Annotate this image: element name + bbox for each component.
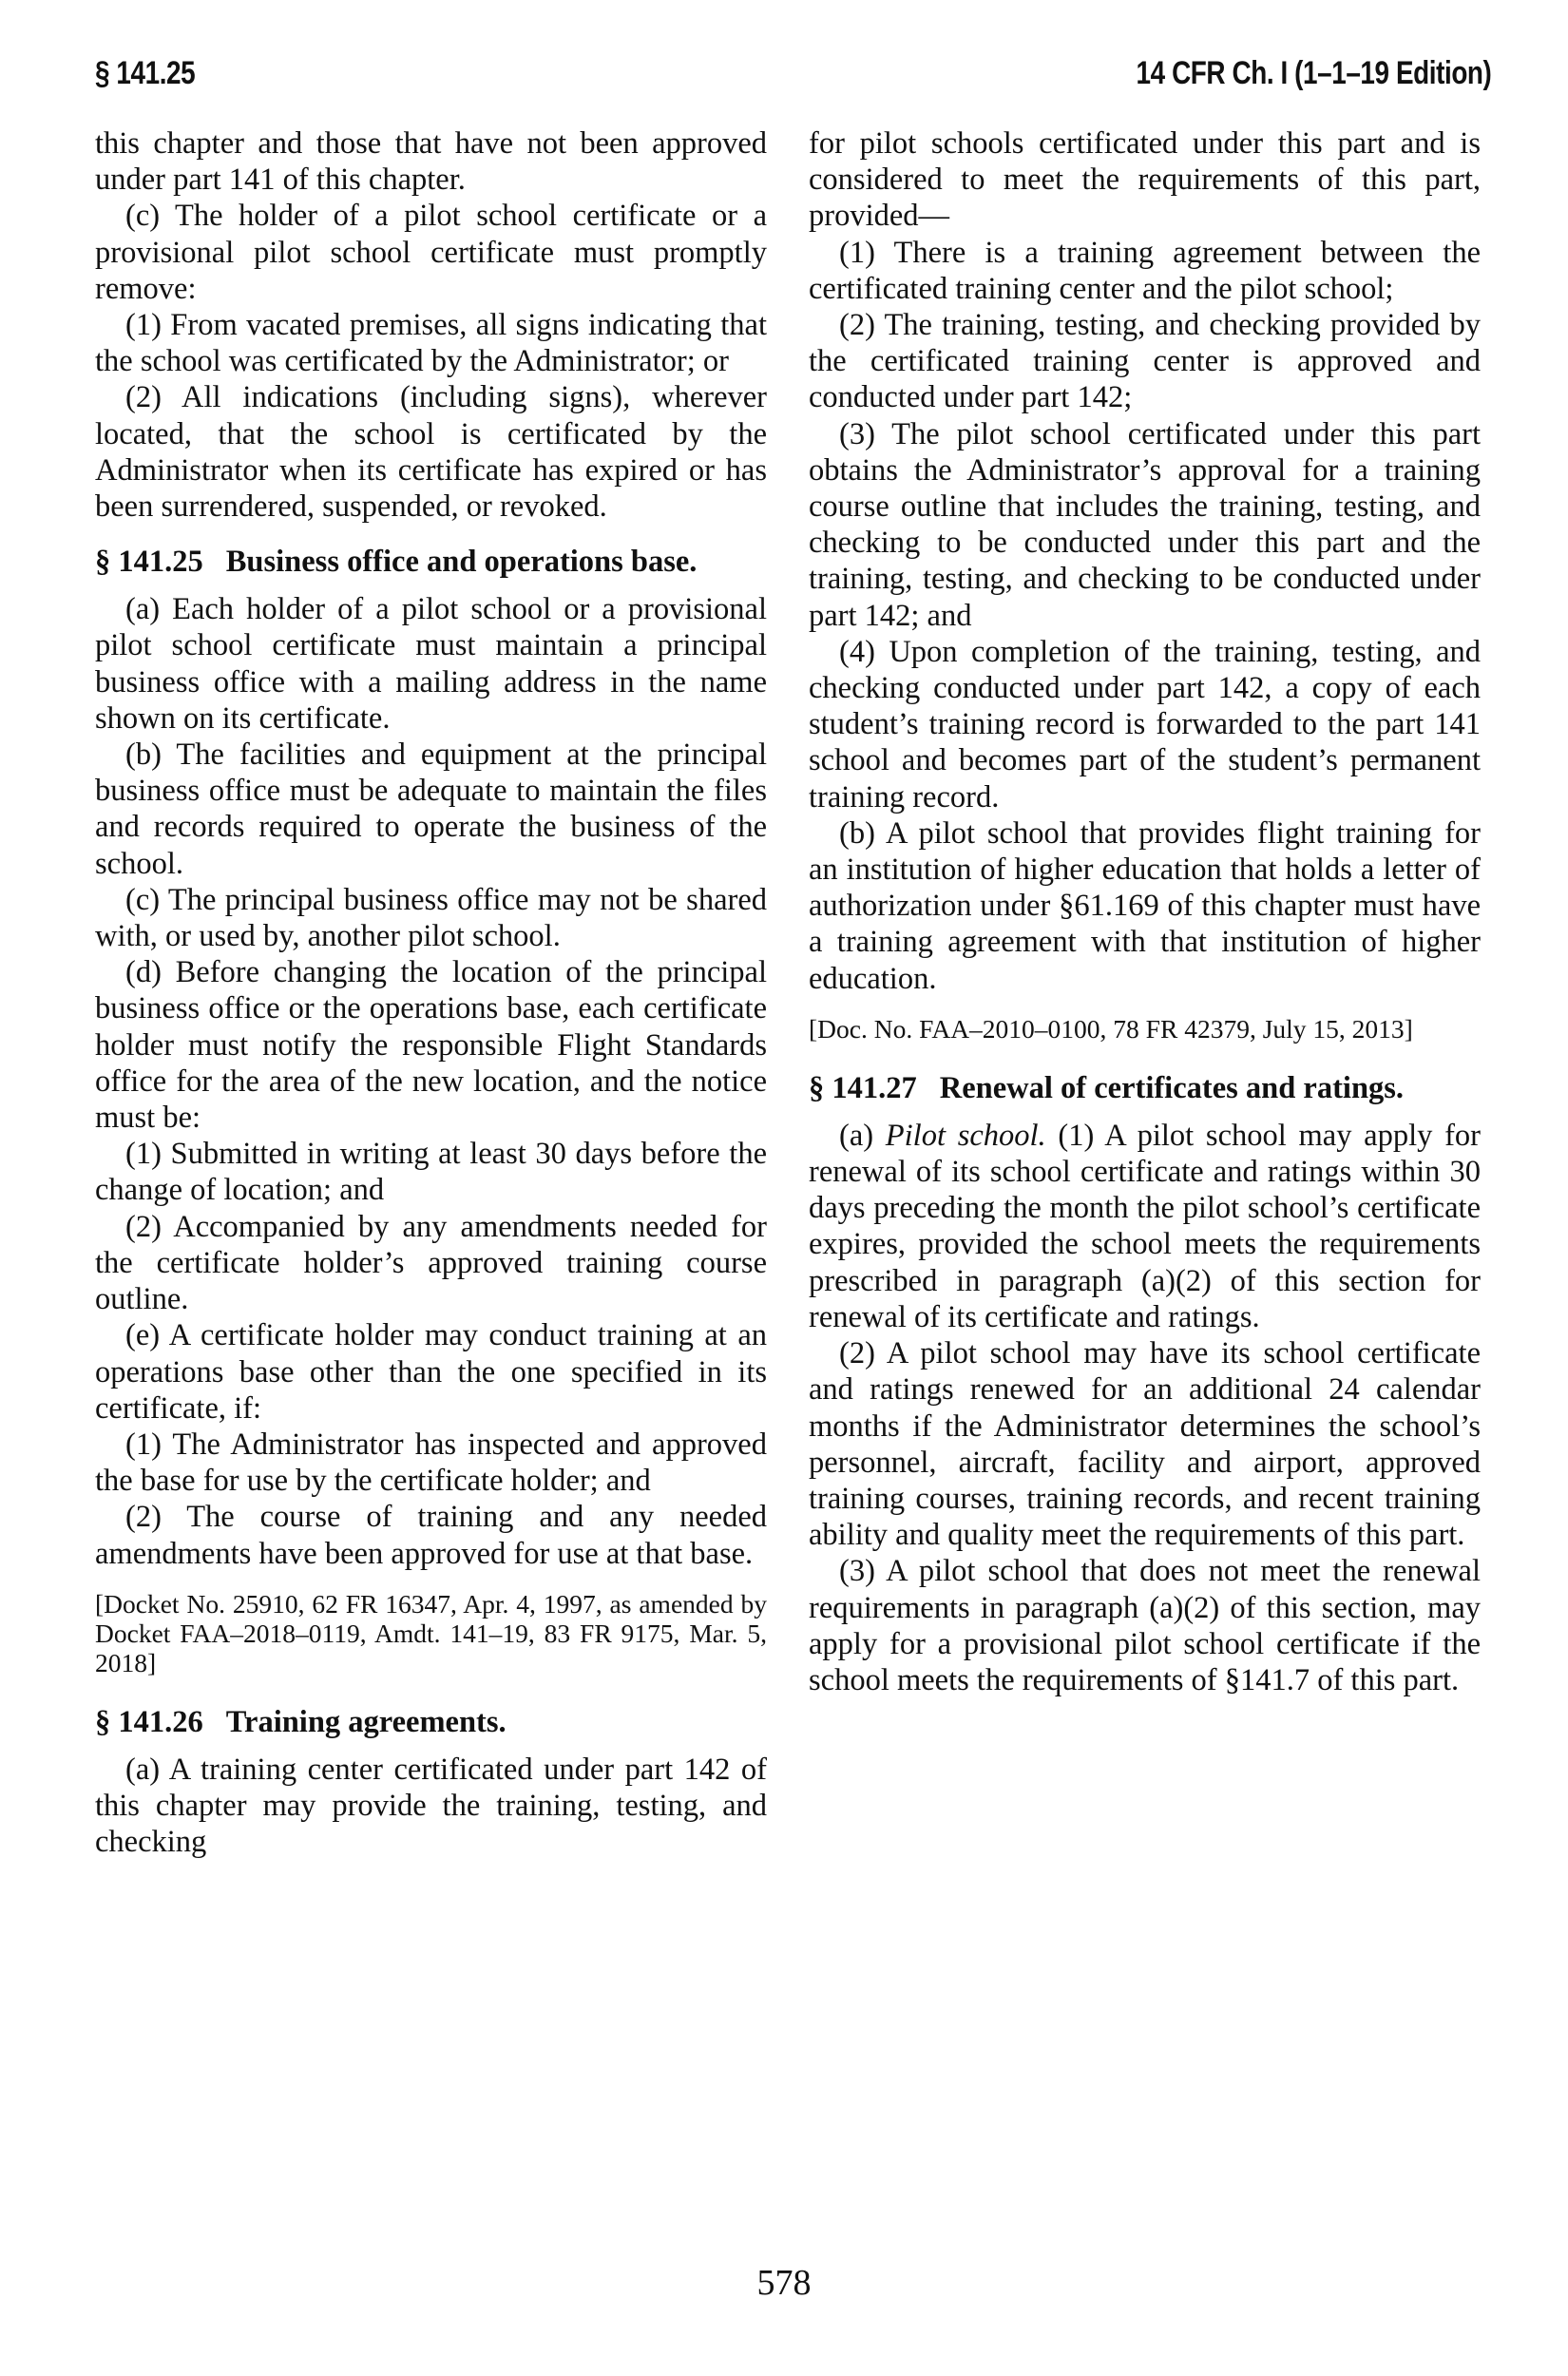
paragraph: (d) Before changing the location of the principal business office or the operations base, each certificate holder must notify the responsible Flight Standards office for the area of the new location, and the notice must be:	[95, 955, 767, 1136]
section-heading-141-26	[95, 1706, 767, 1738]
paragraph: (1) From vacated premises, all signs indicating that the school was certificated by the Administrator; or	[95, 308, 767, 379]
paragraph: (4) Upon completion of the training, testing, and checking conducted under part 142, a copy of each student’s training record is forwarded to the part 141 school and becomes part of the student’s permanent training record.	[809, 634, 1481, 814]
paragraph-text: (1) A pilot school may apply for renewal of its school certificate and ratings within 30 days preceding the month the pilot school’s certificate expires, provided the school meets the requirements prescribed in paragraph (a)(2) of this section for renewal of its certificate and ratings.	[809, 1118, 1481, 1334]
header-section-ref: § 141.25	[95, 55, 196, 91]
paragraph: (e) A certificate holder may conduct training at an operations base other than the one specified in its certificate, if:	[95, 1318, 767, 1426]
section-number: § 141.27	[809, 1070, 917, 1105]
paragraph: (1) Submitted in writing at least 30 days before the change of location; and	[95, 1137, 767, 1208]
section-title: Training agreements.	[225, 1704, 507, 1739]
section-number: § 141.26	[95, 1704, 203, 1739]
paragraph: (3) The pilot school certificated under this part obtains the Administrator’s approval for a training course outline that includes the training, testing, and checking to be conducted under this part and the training, testing, and checking to be conducted under part 142; and	[809, 416, 1481, 633]
section-title: Renewal of certificates and ratings.	[939, 1070, 1405, 1105]
page-number: 578	[756, 2263, 812, 2303]
paragraph: (2) All indications (including signs), wherever located, that the school is certificated by the Administrator when its certificate has expired or has been surrendered, suspended, or revoked.	[95, 380, 767, 525]
paragraph: (a) Each holder of a pilot school or a provisional pilot school certificate must maintain a principal business office with a mailing address in the name shown on its certificate.	[95, 592, 767, 736]
paragraph: (c) The principal business office may not be shared with, or used by, another pilot school.	[95, 882, 767, 954]
running-header	[95, 55, 1492, 103]
paragraph: (a) A training center certificated under part 142 of this chapter may provide the training, testing, and checking	[95, 1752, 767, 1860]
paragraph-subject: Pilot school.	[885, 1118, 1046, 1153]
paragraph: (2) Accompanied by any amendments needed for the certificate holder’s approved training course outline.	[95, 1209, 767, 1317]
paragraph: (2) The course of training and any needed amendments have been approved for use at that base.	[95, 1500, 767, 1571]
paragraph	[809, 1118, 1481, 1335]
source-citation: [Doc. No. FAA–2010–0100, 78 FR 42379, July 15, 2013]	[809, 1013, 1413, 1044]
source-citation: [Docket No. 25910, 62 FR 16347, Apr. 4, 1997, as amended by Docket FAA–2018–0119, Amdt. 141–19, 83 FR 9175, Mar. 5, 2018]	[95, 1588, 767, 1677]
paragraph: (2) The training, testing, and checking provided by the certificated training center is approved and conducted under part 142;	[809, 308, 1481, 415]
paragraph: (1) There is a training agreement between the certificated training center and the pilot school;	[809, 235, 1481, 306]
section-title: Business office and operations base.	[225, 545, 698, 580]
right-column	[809, 125, 1481, 1698]
paragraph: (3) A pilot school that does not meet the renewal requirements in paragraph (a)(2) of this section, may apply for a provisional pilot school certificate if the school meets the requirements of §141.7 of this part.	[809, 1554, 1481, 1697]
paragraph: (1) The Administrator has inspected and approved the base for use by the certificate holder; and	[95, 1427, 767, 1499]
paragraph: (b) A pilot school that provides flight training for an institution of higher education that holds a letter of authorization under §61.169 of this chapter must have a training agreement with that institution of higher education.	[809, 815, 1481, 996]
paragraph: (c) The holder of a pilot school certificate or a provisional pilot school certificate must promptly remove:	[95, 199, 767, 306]
section-number: § 141.25	[95, 545, 203, 580]
left-column	[95, 125, 767, 1860]
header-title: 14 CFR Ch. I (1–1–19 Edition)	[1136, 55, 1492, 91]
section-heading-141-27	[809, 1072, 1481, 1104]
paragraph: for pilot schools certificated under this part and is considered to meet the requirements of this part, provided—	[809, 126, 1481, 234]
paragraph-label: (a)	[839, 1118, 874, 1153]
paragraph: this chapter and those that have not been approved under part 141 of this chapter.	[95, 126, 767, 198]
paragraph: (b) The facilities and equipment at the principal business office must be adequate to maintain the files and records required to operate the business of the school.	[95, 738, 767, 881]
paragraph: (2) A pilot school may have its school certificate and ratings renewed for an additional 24 calendar months if the Administrator determines the school’s personnel, aircraft, facility and airport, approved training courses, training records, and recent training ability and quality meet the requirements of this part.	[809, 1336, 1481, 1553]
section-heading-141-25	[95, 546, 767, 578]
